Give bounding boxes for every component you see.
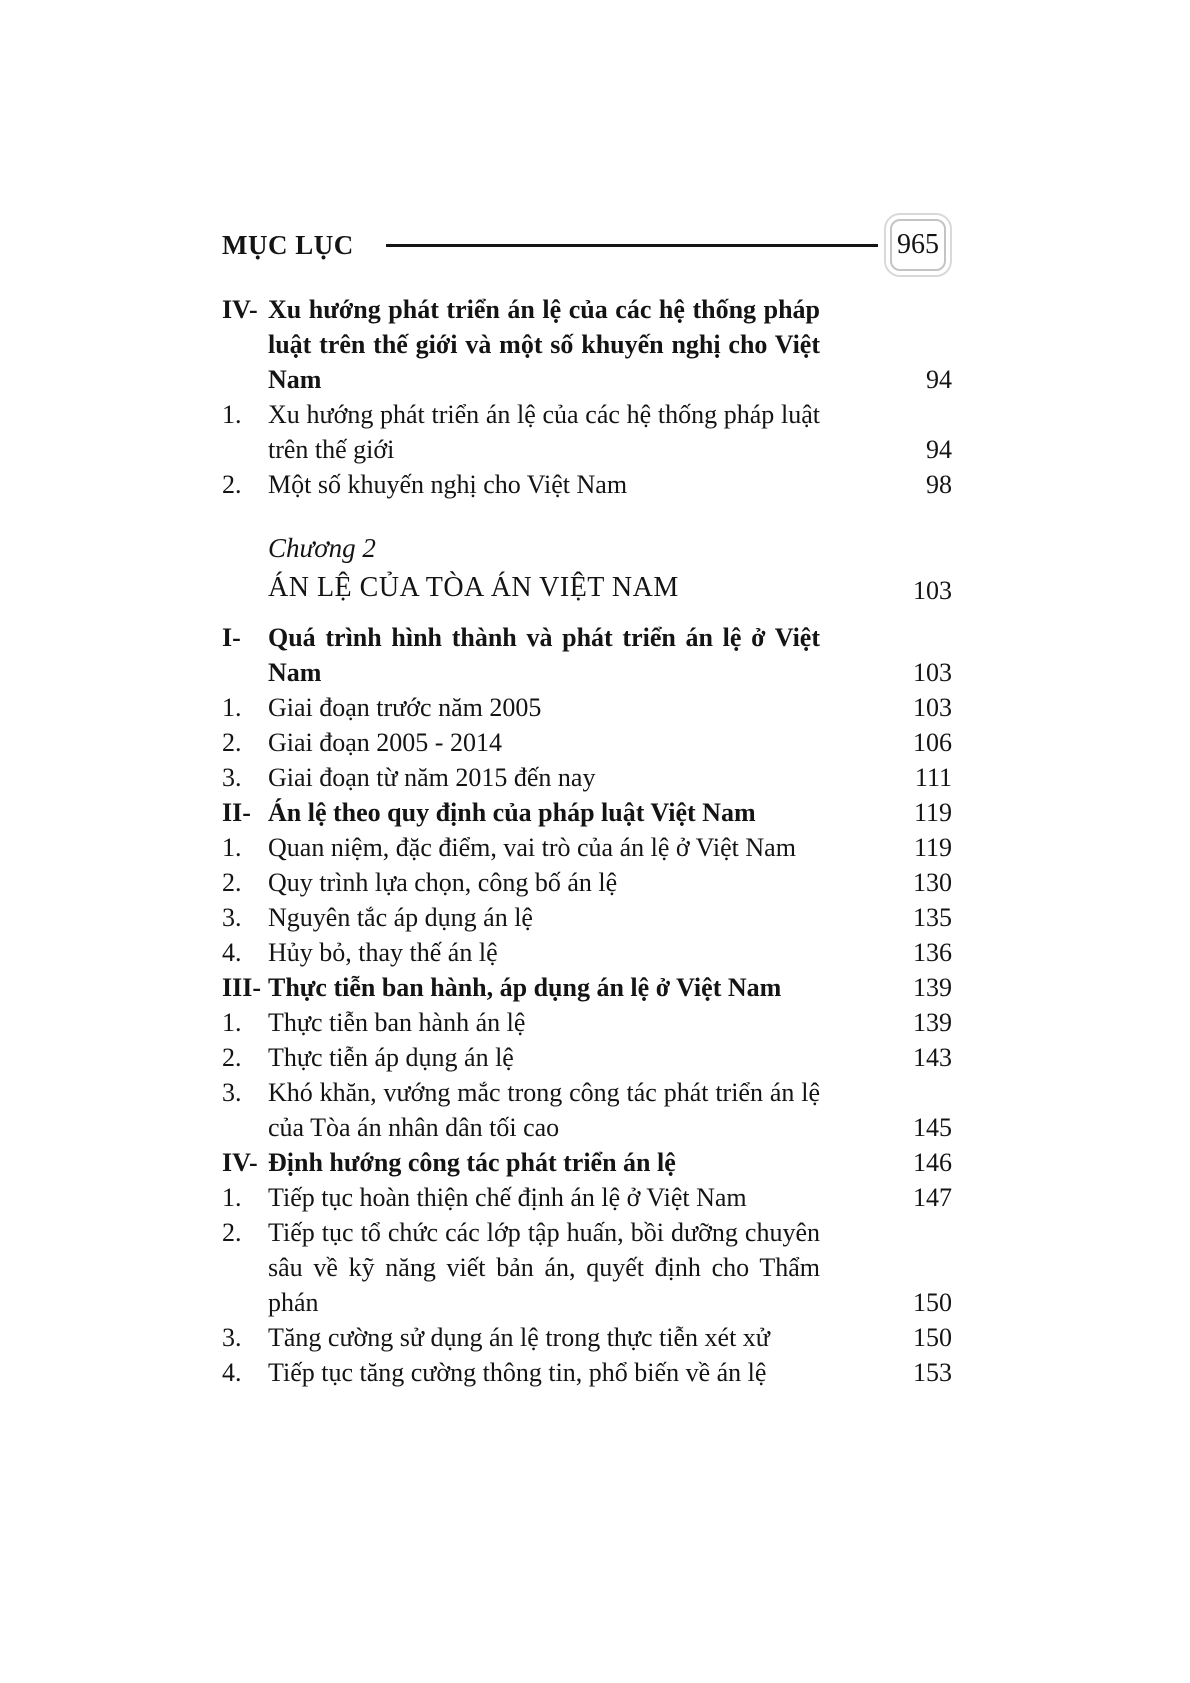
toc-entry-marker: 2.: [222, 728, 242, 757]
toc-entry-text: Xu hướng phát triển án lệ của các hệ thống pháp luật trên thế giới và một số khuyến nghị cho Việt Nam: [268, 295, 820, 394]
toc-entry: [222, 760, 952, 795]
toc-entry: [222, 1320, 952, 1355]
page-header: [222, 210, 952, 280]
header-rule-divider: [386, 244, 878, 247]
toc-entry-text: Tiếp tục hoàn thiện chế định án lệ ở Việt Nam: [268, 1183, 747, 1212]
toc-entry-marker: 3.: [222, 1078, 242, 1107]
toc-entry-page: 150: [913, 1323, 952, 1352]
toc-entry-text: Một số khuyến nghị cho Việt Nam: [268, 470, 628, 499]
toc-entry-text: Tiếp tục tăng cường thông tin, phổ biến về án lệ: [268, 1358, 767, 1387]
toc-entry: [222, 1005, 952, 1040]
toc-entry-page: 146: [913, 1148, 952, 1177]
toc-entry: [222, 1215, 952, 1320]
toc-entry-marker: 3.: [222, 1323, 242, 1352]
toc-entry: [222, 830, 952, 865]
toc-entry-marker: 1.: [222, 400, 242, 429]
toc-entry-page: 111: [914, 763, 952, 792]
toc-entry-page: 130: [913, 868, 952, 897]
toc-entry-text: Quan niệm, đặc điểm, vai trò của án lệ ở Việt Nam: [268, 833, 796, 862]
toc-entry: [222, 620, 952, 690]
toc-entry-marker: 2.: [222, 1218, 242, 1247]
toc-entry-marker: 1.: [222, 693, 242, 722]
toc-entry: [222, 725, 952, 760]
toc-entry: [222, 690, 952, 725]
toc-entry: [222, 865, 952, 900]
toc-entry-page: 119: [913, 833, 952, 862]
toc-entry-page: 106: [913, 728, 952, 757]
toc-entry-text: Xu hướng phát triển án lệ của các hệ thống pháp luật trên thế giới: [268, 400, 820, 464]
toc-entry-text: Quy trình lựa chọn, công bố án lệ: [268, 868, 618, 897]
toc-entry: [222, 1145, 952, 1180]
page-number-box: [884, 213, 952, 277]
toc-entry-page: 98: [926, 470, 952, 499]
toc-entry-page: 135: [913, 903, 952, 932]
toc-entry-text: Tăng cường sử dụng án lệ trong thực tiễn xét xử: [268, 1323, 770, 1352]
toc-entry-text: Thực tiễn ban hành, áp dụng án lệ ở Việt Nam: [268, 973, 782, 1002]
toc-list: [222, 292, 952, 1390]
toc-entry-page: 139: [913, 1008, 952, 1037]
toc-entry-text: Nguyên tắc áp dụng án lệ: [268, 903, 533, 932]
toc-entry-marker: I-: [222, 623, 241, 652]
toc-entry: [222, 970, 952, 1005]
toc-entry: [222, 467, 952, 502]
toc-entry-marker: 1.: [222, 1183, 242, 1212]
toc-entry-text: Giai đoạn trước năm 2005: [268, 693, 542, 722]
toc-entry-marker: 2.: [222, 470, 242, 499]
toc-entry-page: 147: [913, 1183, 952, 1212]
toc-entry-text: Thực tiễn áp dụng án lệ: [268, 1043, 514, 1072]
toc-entry-text: Giai đoạn từ năm 2015 đến nay: [268, 763, 596, 792]
toc-entry: [222, 935, 952, 970]
toc-entry: [222, 1180, 952, 1215]
toc-entry-marker: 2.: [222, 868, 242, 897]
toc-entry-marker: 3.: [222, 903, 242, 932]
toc-entry-text: Hủy bỏ, thay thế án lệ: [268, 938, 498, 967]
toc-entry-marker: II-: [222, 798, 251, 827]
toc-entry-page: 103: [913, 693, 952, 722]
toc-entry-marker: 3.: [222, 763, 242, 792]
toc-entry-marker: IV-: [222, 1148, 258, 1177]
toc-entry: [222, 795, 952, 830]
toc-entry-page: 136: [913, 938, 952, 967]
toc-entry-marker: IV-: [222, 295, 258, 324]
toc-entry: [222, 1040, 952, 1075]
toc-entry-page: 139: [913, 973, 952, 1002]
toc-entry-page: 94: [926, 365, 952, 394]
toc-entry-marker: 1.: [222, 1008, 242, 1037]
toc-entry-text: Khó khăn, vướng mắc trong công tác phát triển án lệ của Tòa án nhân dân tối cao: [268, 1078, 820, 1142]
toc-entry-text: Án lệ theo quy định của pháp luật Việt Nam: [268, 798, 756, 827]
toc-entry-page: 150: [913, 1288, 952, 1317]
toc-chapter-heading: [222, 528, 952, 608]
chapter-number-label: Chương 2: [268, 533, 376, 563]
toc-entry-page: 119: [913, 798, 952, 827]
toc-entry-marker: III-: [222, 973, 262, 1002]
toc-entry-page: 145: [913, 1113, 952, 1142]
toc-entry-page: 103: [913, 658, 952, 687]
toc-entry-page: 103: [913, 576, 952, 605]
toc-entry-text: Giai đoạn 2005 - 2014: [268, 728, 502, 757]
toc-entry: [222, 292, 952, 397]
chapter-title: ÁN LỆ CỦA TÒA ÁN VIỆT NAM: [268, 572, 679, 603]
toc-entry: [222, 1355, 952, 1390]
toc-entry-page: 143: [913, 1043, 952, 1072]
toc-entry: [222, 900, 952, 935]
toc-entry: [222, 397, 952, 467]
page-number: 965: [890, 219, 946, 271]
toc-entry-page: 94: [926, 435, 952, 464]
toc-entry-text: Thực tiễn ban hành án lệ: [268, 1008, 526, 1037]
chapter-heading-text: [268, 528, 820, 608]
toc-entry-marker: 2.: [222, 1043, 242, 1072]
toc-entry-page: 153: [913, 1358, 952, 1387]
toc-entry-marker: 4.: [222, 1358, 242, 1387]
toc-entry-text: Quá trình hình thành và phát triển án lệ ở Việt Nam: [268, 623, 820, 687]
toc-entry: [222, 1075, 952, 1145]
toc-entry-text: Định hướng công tác phát triển án lệ: [268, 1148, 676, 1177]
toc-entry-text: Tiếp tục tổ chức các lớp tập huấn, bồi dưỡng chuyên sâu về kỹ năng viết bản án, quyết định cho Thẩm phán: [268, 1218, 820, 1317]
page-header-title: MỤC LỤC: [222, 229, 354, 260]
toc-entry-marker: 1.: [222, 833, 242, 862]
toc-entry-marker: 4.: [222, 938, 242, 967]
